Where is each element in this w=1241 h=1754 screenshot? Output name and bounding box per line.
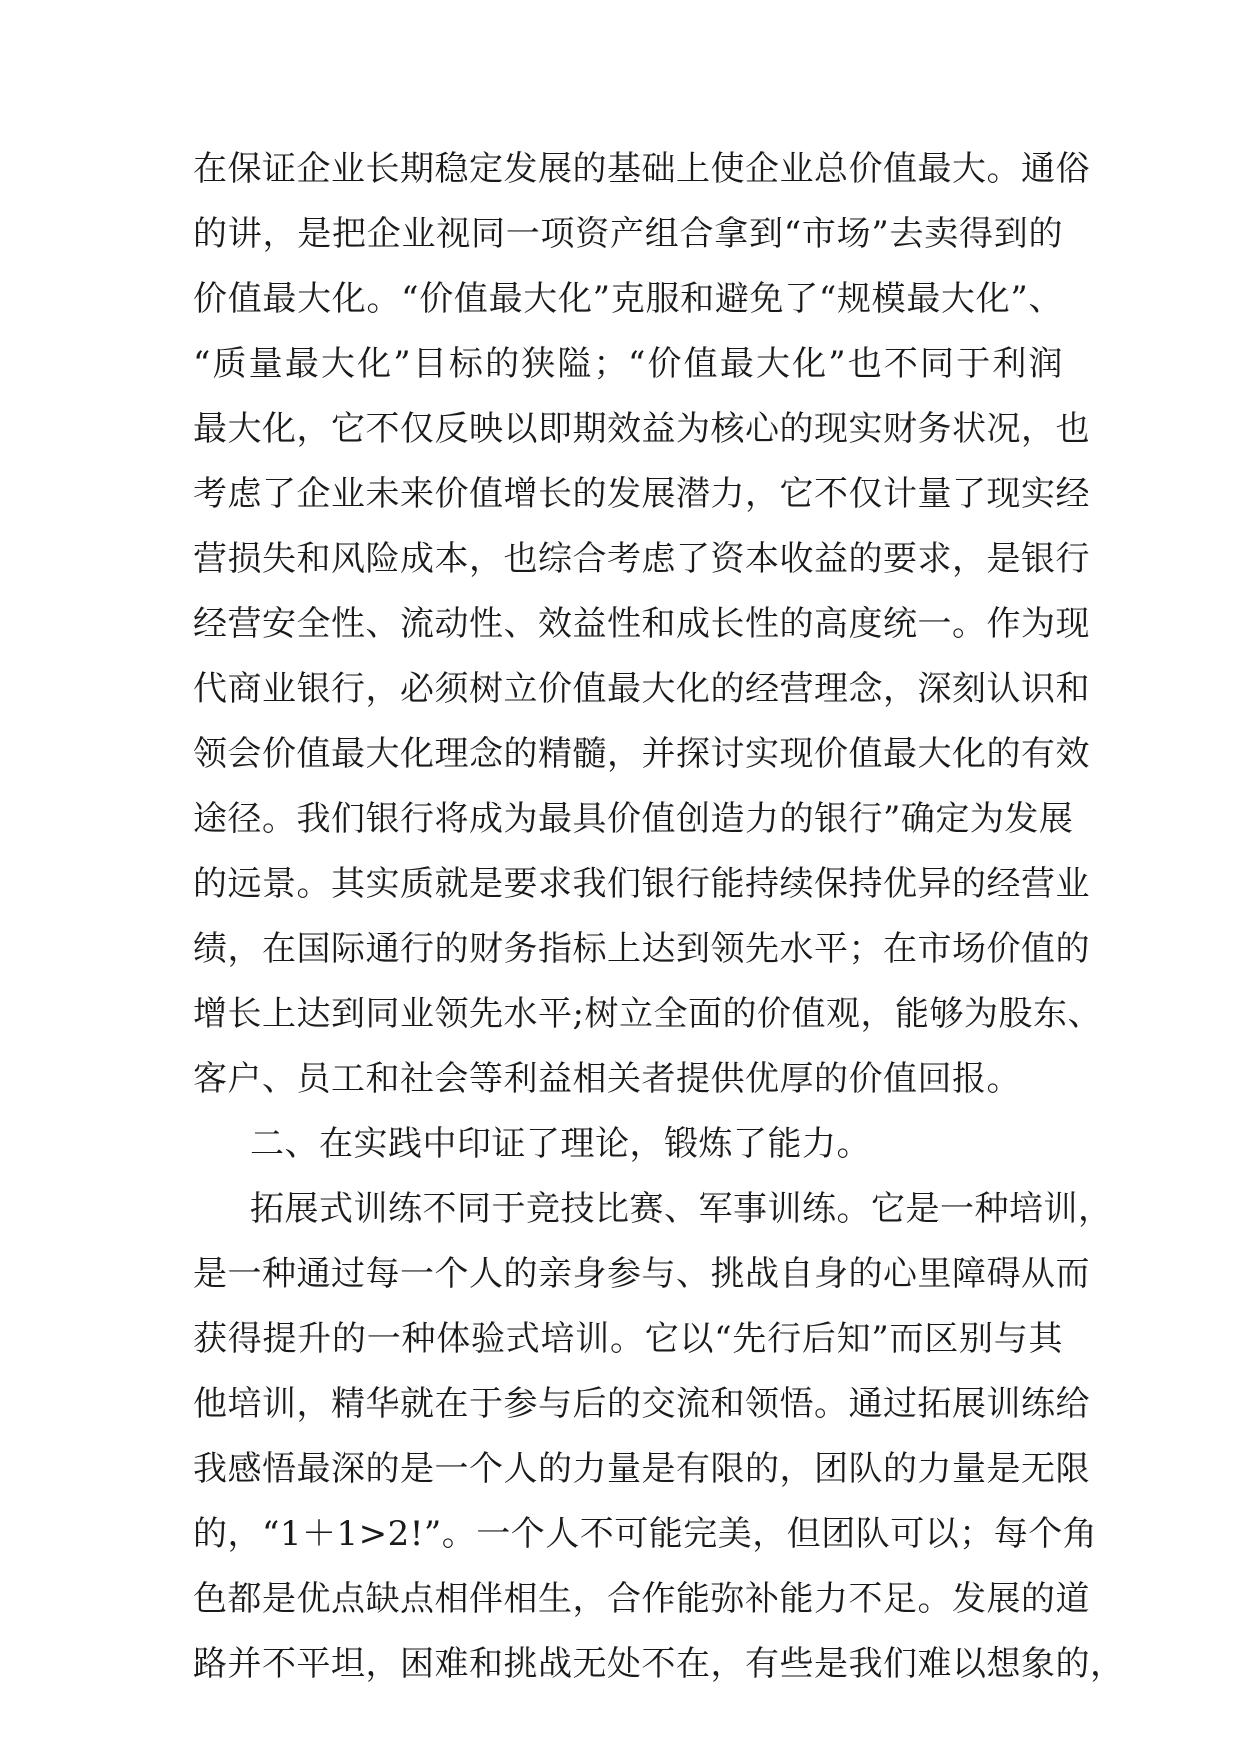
paragraph-line: 拓展式训练不同于竞技比赛、军事训练。它是一种培训， [250, 1189, 1113, 1229]
paragraph-line: 最大化，它不仅反映以即期效益为核心的现实财务状况，也 [193, 409, 1090, 449]
paragraph-line: 的，“1＋1>2!”。一个人不可能完美，但团队可以；每个角 [193, 1514, 1098, 1554]
paragraph-line: 经营安全性、流动性、效益性和成长性的高度统一。作为现 [193, 604, 1090, 644]
paragraph-line: 他培训，精华就在于参与后的交流和领悟。通过拓展训练给 [193, 1384, 1090, 1424]
paragraph-line: 路并不平坦，困难和挑战无处不在，有些是我们难以想象的， [193, 1644, 1125, 1684]
paragraph-line: 获得提升的一种体验式培训。它以“先行后知”而区别与其 [193, 1319, 1063, 1359]
paragraph-line: 客户、员工和社会等利益相关者提供优厚的价值回报。 [193, 1059, 1021, 1099]
paragraph-line: 途径。我们银行将成为最具价值创造力的银行”确定为发展 [193, 799, 1074, 839]
paragraph-line: 价值最大化。“价值最大化”克服和避免了“规模最大化”、 [193, 279, 1063, 319]
paragraph-line: 在保证企业长期稳定发展的基础上使企业总价值最大。通俗 [193, 149, 1090, 189]
paragraph-line: 我感悟最深的是一个人的力量是有限的，团队的力量是无限 [193, 1449, 1090, 1489]
section-heading: 二、在实践中印证了理论，锻炼了能力。 [250, 1124, 871, 1164]
paragraph-line: 是一种通过每一个人的亲身参与、挑战自身的心里障碍从而 [193, 1254, 1090, 1294]
paragraph-line: 绩，在国际通行的财务指标上达到领先水平；在市场价值的 [193, 929, 1090, 969]
paragraph-line: “质量最大化”目标的狭隘；“价值最大化”也不同于利润 [193, 344, 1063, 384]
paragraph-line: 考虑了企业未来价值增长的发展潜力，它不仅计量了现实经 [193, 474, 1090, 514]
paragraph-line: 领会价值最大化理念的精髓，并探讨实现价值最大化的有效 [193, 734, 1090, 774]
paragraph-line: 色都是优点缺点相伴相生，合作能弥补能力不足。发展的道 [193, 1579, 1090, 1619]
paragraph-line: 增长上达到同业领先水平;树立全面的价值观，能够为股东、 [193, 994, 1102, 1034]
paragraph-line: 营损失和风险成本，也综合考虑了资本收益的要求，是银行 [193, 539, 1090, 579]
paragraph-line: 的远景。其实质就是要求我们银行能持续保持优异的经营业 [193, 864, 1090, 904]
paragraph-line: 的讲，是把企业视同一项资产组合拿到“市场”去卖得到的 [193, 214, 1063, 254]
paragraph-line: 代商业银行，必须树立价值最大化的经营理念，深刻认识和 [193, 669, 1090, 709]
